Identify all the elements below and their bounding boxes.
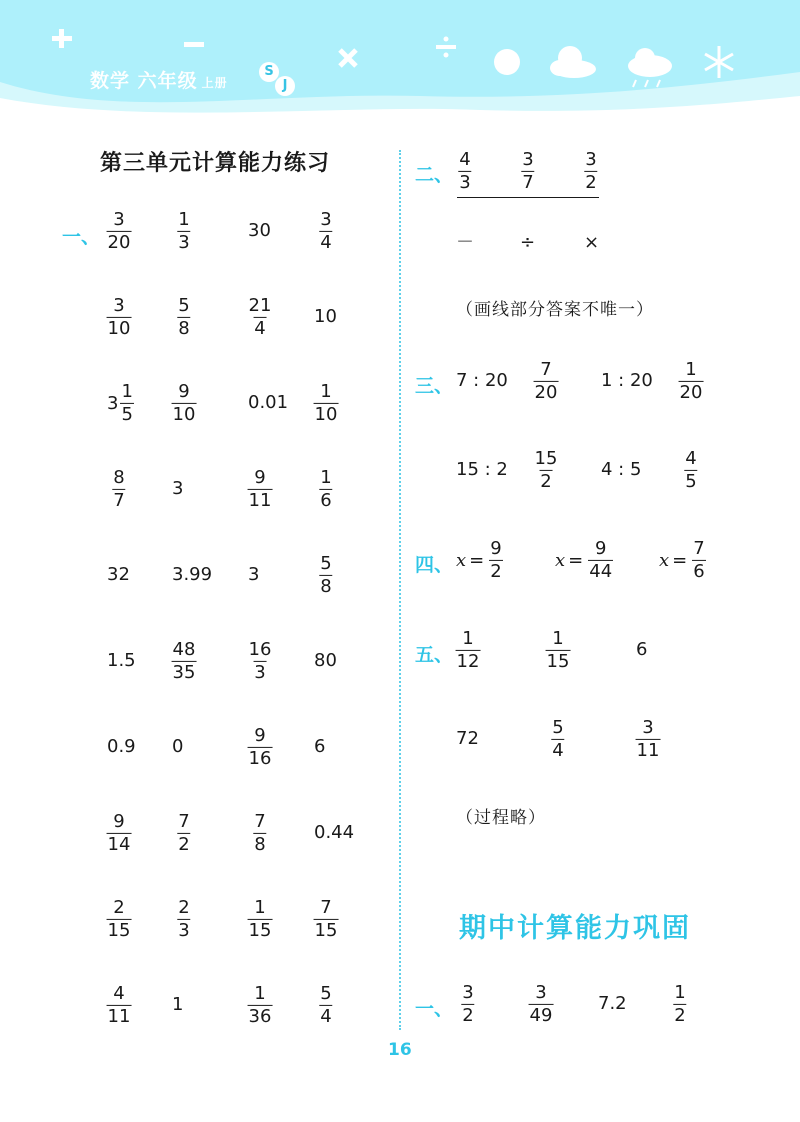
section-label-1: 一、: [62, 226, 101, 248]
answer-r4c1: [112, 467, 125, 511]
answer-r8c2: [177, 811, 190, 855]
s3-r2c4: [684, 448, 697, 492]
denominator: 36: [248, 1005, 272, 1027]
numerator: 4: [685, 447, 697, 469]
denominator: 4: [320, 1005, 332, 1027]
answer-r4c2: 3: [172, 478, 184, 499]
answer-r4c3: [248, 467, 273, 511]
denominator: 16: [248, 747, 272, 769]
variable: x: [555, 549, 566, 571]
denominator: 2: [585, 171, 597, 193]
denominator: 15: [107, 919, 131, 941]
sun-icon: [494, 49, 520, 75]
numerator: 3: [113, 208, 125, 230]
denominator: 3: [178, 231, 190, 253]
s5-r1c1: [456, 628, 481, 672]
numerator: 1: [178, 208, 190, 230]
s3-r2c2: [534, 448, 559, 492]
answer-r3c3: 0.01: [248, 392, 289, 413]
denominator: 4: [552, 739, 564, 761]
numerator: 5: [320, 552, 332, 574]
answer-r4c4: [319, 467, 332, 511]
answer-r8c3: [253, 811, 266, 855]
s3-r2c1: 15 : 2: [456, 459, 508, 480]
midterm-answer-2: [529, 982, 554, 1026]
denominator: 11: [636, 739, 660, 761]
numerator: 5: [178, 294, 190, 316]
numerator: 7: [320, 896, 332, 918]
denominator: 2: [178, 833, 190, 855]
denominator: 6: [693, 560, 705, 582]
s2-operator-1: －: [456, 232, 474, 253]
denominator: 15: [248, 919, 272, 941]
answer-r10c3: [248, 983, 273, 1027]
s2-note: （画线部分答案不唯一）: [456, 300, 654, 320]
numerator: 1: [320, 466, 332, 488]
denominator: 3: [459, 171, 471, 193]
numerator: 7: [178, 810, 190, 832]
numerator: 16: [248, 638, 272, 660]
answer-r7c4: 6: [314, 736, 326, 757]
numerator: 7: [693, 537, 705, 559]
volume-label: 上册: [201, 76, 228, 90]
answer-r1c3: 30: [248, 220, 271, 241]
denominator: 15: [314, 919, 338, 941]
numerator: 9: [254, 724, 266, 746]
minus-decor-icon: [184, 42, 204, 47]
denominator: 8: [178, 317, 190, 339]
numerator: 3: [535, 981, 547, 1003]
answer-r3c4: [314, 381, 339, 425]
numerator: 3: [462, 981, 474, 1003]
badge-s: S: [259, 62, 279, 82]
denominator: 10: [314, 403, 338, 425]
whole-part: 3: [107, 392, 119, 414]
denominator: 4: [320, 231, 332, 253]
midterm-section-label: 一、: [415, 998, 454, 1020]
s5-r2c2: [551, 717, 564, 761]
denominator: 10: [107, 317, 131, 339]
denominator: 7: [113, 489, 125, 511]
numerator: 4: [459, 148, 471, 170]
numerator: 2: [178, 896, 190, 918]
denominator: 12: [456, 650, 480, 672]
numerator: 15: [534, 447, 558, 469]
answer-r7c2: 0: [172, 736, 184, 757]
midterm-answer-4: [673, 982, 686, 1026]
denominator: 49: [529, 1004, 553, 1026]
denominator: 10: [172, 403, 196, 425]
midterm-answer-3: 7.2: [598, 993, 627, 1014]
s4-equation-1: [456, 538, 505, 582]
badge-j: J: [275, 76, 295, 96]
denominator: 11: [248, 489, 272, 511]
s4-answer: [489, 538, 502, 582]
s5-r1c2: [546, 628, 571, 672]
variable: x: [456, 549, 467, 571]
variable: x: [659, 549, 670, 571]
answer-r6c1: 1.5: [107, 650, 136, 671]
answer-r6c2: [172, 639, 197, 683]
numerator: 4: [113, 982, 125, 1004]
s2-operator-3: ×: [584, 232, 600, 253]
book-title-text: 数学 六年级: [90, 70, 198, 92]
numerator: 9: [113, 810, 125, 832]
s2-fraction-2: [521, 149, 534, 193]
s3-r1c1: 7 : 20: [456, 370, 508, 391]
midterm-answer-1: [461, 982, 474, 1026]
numerator: 3: [320, 208, 332, 230]
numerator: 3: [113, 294, 125, 316]
answer-r2c2: [177, 295, 190, 339]
answer-r6c3: [248, 639, 273, 683]
s3-r1c4: [679, 359, 704, 403]
column-divider: [399, 150, 401, 1030]
s5-r1c3: 6: [636, 639, 648, 660]
numerator: 1: [254, 982, 266, 1004]
answer-r7c1: 0.9: [107, 736, 136, 757]
numerator: 9: [490, 537, 502, 559]
answer-r2c4: 10: [314, 306, 337, 327]
answer-r5c1: 32: [107, 564, 130, 585]
answer-r2c3: [248, 295, 273, 339]
answer-r9c2: [177, 897, 190, 941]
denominator: 14: [107, 833, 131, 855]
answer-r5c3: 3: [248, 564, 260, 585]
answer-r2c1: [107, 295, 132, 339]
s3-r2c3: 4 : 5: [601, 459, 642, 480]
numerator: 48: [172, 638, 196, 660]
page-number: 16: [388, 1040, 412, 1060]
answer-r10c4: [319, 983, 332, 1027]
fraction-part: [120, 381, 133, 425]
section-label-3: 三、: [415, 375, 454, 397]
s2-fraction-3: [584, 149, 597, 193]
denominator: 2: [540, 470, 552, 492]
answer-r9c3: [248, 897, 273, 941]
numerator: 1: [320, 380, 332, 402]
denominator: 4: [254, 317, 266, 339]
equals-sign: =: [672, 549, 688, 571]
numerator: 5: [552, 716, 564, 738]
numerator: 7: [540, 358, 552, 380]
answer-r10c2: 1: [172, 994, 184, 1015]
midterm-title: 期中计算能力巩固: [459, 913, 691, 944]
denominator: 15: [546, 650, 570, 672]
numerator: 3: [642, 716, 654, 738]
answer-r3c1: [107, 381, 136, 425]
answer-r10c1: [107, 983, 132, 1027]
s5-note: （过程略）: [456, 808, 546, 828]
numerator: 1: [552, 627, 564, 649]
numerator: 9: [254, 466, 266, 488]
answer-r5c2: 3.99: [172, 564, 213, 585]
numerator: 3: [522, 148, 534, 170]
denominator: 7: [522, 171, 534, 193]
denominator: 3: [254, 661, 266, 683]
s3-r1c2: [534, 359, 559, 403]
denominator: 44: [589, 560, 613, 582]
s5-r2c3: [636, 717, 661, 761]
numerator: 21: [248, 294, 272, 316]
answer-r5c4: [319, 553, 332, 597]
denominator: 5: [121, 403, 133, 425]
numerator: 9: [594, 537, 607, 559]
numerator: 9: [178, 380, 190, 402]
denominator: 3: [178, 919, 190, 941]
s2-underline: [457, 197, 599, 198]
s2-operator-2: ÷: [520, 232, 536, 253]
numerator: 1: [674, 981, 686, 1003]
book-title: [90, 66, 228, 93]
denominator: 8: [320, 575, 332, 597]
section-label-5: 五、: [415, 644, 454, 666]
s4-answer: [692, 538, 705, 582]
equals-sign: =: [568, 549, 584, 571]
numerator: 2: [113, 896, 125, 918]
numerator: 7: [254, 810, 266, 832]
numerator: 3: [585, 148, 597, 170]
s2-fraction-1: [458, 149, 471, 193]
answer-r9c4: [314, 897, 339, 941]
section-label-2: 二、: [415, 164, 454, 186]
header-banner: [0, 0, 800, 130]
denominator: 6: [320, 489, 332, 511]
s4-equation-3: [659, 538, 708, 582]
denominator: 5: [685, 470, 697, 492]
denominator: 2: [674, 1004, 686, 1026]
denominator: 8: [254, 833, 266, 855]
answer-r1c2: [177, 209, 190, 253]
numerator: 1: [685, 358, 697, 380]
s5-r2c1: 72: [456, 728, 479, 749]
denominator: 20: [534, 381, 558, 403]
denominator: 11: [107, 1005, 131, 1027]
numerator: 5: [320, 982, 332, 1004]
denominator: 2: [462, 1004, 474, 1026]
answer-r9c1: [107, 897, 132, 941]
unit-title: 第三单元计算能力练习: [100, 151, 331, 176]
answer-r3c2: [172, 381, 197, 425]
denominator: 2: [490, 560, 502, 582]
answer-r8c1: [107, 811, 132, 855]
denominator: 20: [107, 231, 131, 253]
answer-r8c4: 0.44: [314, 822, 355, 843]
numerator: 1: [254, 896, 266, 918]
answer-r1c1: [107, 209, 132, 253]
answer-r6c4: 80: [314, 650, 337, 671]
answer-r7c3: [248, 725, 273, 769]
equals-sign: =: [469, 549, 485, 571]
s4-answer: [588, 538, 613, 582]
s3-r1c3: 1 : 20: [601, 370, 653, 391]
s4-equation-2: [555, 538, 615, 582]
numerator: 1: [121, 380, 133, 402]
answer-r1c4: [319, 209, 332, 253]
section-label-4: 四、: [415, 554, 454, 576]
denominator: 35: [172, 661, 196, 683]
denominator: 20: [679, 381, 703, 403]
numerator: 8: [113, 466, 125, 488]
numerator: 1: [462, 627, 474, 649]
